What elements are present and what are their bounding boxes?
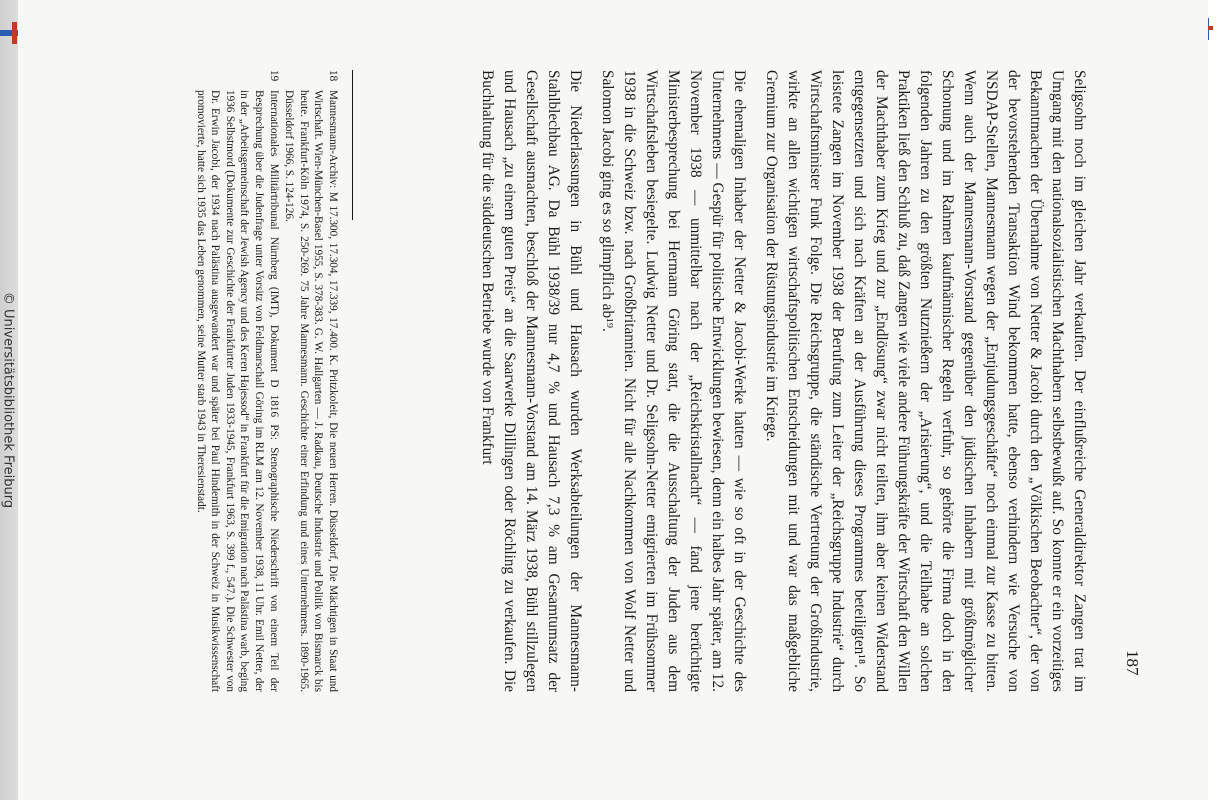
- footnote: [193, 70, 281, 692]
- copyright-notice: © Universitätsbibliothek Freiburg: [0, 291, 16, 509]
- paragraph: Die Niederlassungen in Bühl und Hausach wurden Werksabteilungen der Mannesmann-Stahlblechbau AG. Da Bühl 1938/39 nur 4,7 % und Hausach 7,3 % am Gesamtumsatz der Gesellschaft ausmachten, beschloß der Mannesmann-Vorstand am 14. März 1938, Bühl stillzulegen und Hausach „zu einem guten Preis“ an die Saarwerke Dillingen oder Röchling zu verkaufen. Die Buchhaltung für die süddeutschen Betriebe wurde von Frankfurt: [479, 70, 584, 692]
- footnote-text: Internationales Militärtribunal Nürnberg (IMT), Dokument D 1816 PS: Stenographische Niederschrift von einem Teil der Besprechung über die Judenfrage unter Vorsitz von Feldmarschall Göring im RLM am 12. November 1938, 11 Uhr. Emil Netter, der in der „Arbeitsgemeinschaft der Jewish Agency und des Keren Hajessod“ in Frankfurt für die Emigration nach Palästina warb, beging 1936 Selbstmord (Dokumente zur Geschichte der Frankfurter Juden 1933-1945, Frankfurt 1963, S. 399 f., 547.). Die Schwester von Dr. Erwin Jacobi, der 1934 nach Palästina ausgewandert war und später bei Paul Hindemith in der Schweiz in Musikwissenschaft promovierte, hatte sich 1935 das Leben genommen, seine Mutter starb 1943 in Theresienstadt.: [194, 90, 280, 692]
- page-number: 187: [1123, 650, 1142, 676]
- scanned-page: [18, 0, 1208, 800]
- body-text: [476, 70, 1090, 692]
- footnote-separator: [352, 70, 353, 220]
- footnote-number: 18: [327, 70, 339, 82]
- footnotes: [192, 70, 340, 692]
- footnote-number: 19: [267, 70, 280, 82]
- paragraph: Seligsohn noch im gleichen Jahr verkauften. Der einflußreiche Generaldirektor Zangen trat im Umgang mit den nationalsozialistischen Machthabern selbstbewußt auf. So konnte er ein vorzeitiges Bekanntmachen der Übernahme von Netter & Jacobi durch den „Völkischen Beobachter“, der von der bevorstehenden Transaktion Wind bekommen hatte, ebenso verhindern wie Versuche von NSDAP-Stellen, Mannesmann wegen der „Entjudungsgeschäfte“ noch einmal zur Kasse zu bitten. Wenn auch der Mannesmann-Vorstand gegenüber den jüdischen Inhabern mit größtmöglicher Schonung und im Rahmen kaufmännischer Regeln verfuhr, so gehörte die Firma doch in den folgenden Jahren zu den größten Nutznießern der „Arisierung“, und die Teilhabe an solchen Praktiken ließ den Schluß zu, daß Zangen wie viele andere Führungskräfte der Wirtschaft den Willen der Machthaber zum Krieg und zur „Endlösung“ zwar nicht teilten, ihm aber keinen Widerstand entgegensetzten und sich nach Kräften an der Ausführung dieses Programmes beteiligten¹⁸. So leistete Zangen im November 1938 der Berufung zum Leiter der „Reichsgruppe Industrie“ durch Wirtschaftsminister Funk Folge. Die Reichsgruppe, die ständische Vertretung der Großindustrie, wirkte an allen wichtigen wirtschaftspolitischen Entscheidungen mit und war das maßgebliche Gremium zur Organisation der Rüstungsindustrie im Kriege.: [763, 70, 1088, 692]
- paragraph: Die ehemaligen Inhaber der Netter & Jacobi-Werke hatten — wie so oft in der Geschichte des Unternehmens — Gespür für politische Entwicklungen bewiesen, denn ein halbes Jahr später, am 12. November 1938 — unmittelbar nach der „Reichskristallnacht“ — fand jene berüchtigte Ministerbesprechung bei Hermann Göring statt, die die Ausschaltung der Juden aus dem Wirtschaftsleben besiegelte. Ludwig Netter und Dr. Seligsohn-Netter emigrierten im Frühsommer 1938 in die Schweiz bzw. nach Großbritannien. Nicht für alle Nachkommen von Wolf Netter und Salomon Jacobi ging es so glimpflich ab¹⁹.: [599, 70, 748, 692]
- footnote: [282, 70, 340, 692]
- footnote-text: Mannesmann-Archiv: M 17.300, 17.304, 17.339, 17.400. K. Pritzkoleit, Die neuen Herren. Düsseldorf, Die Mächtigen in Staat und Wirtschaft. Wien-München-Basel 1955, S. 378-383. G. W. Hallgarten — J. Radkau, Deutsche Industrie und Politik von Bismarck bis heute. Frankfurt-Köln 1974, S. 250-269. 75 Jahre Mannesmann. Geschichte einer Erfindung und eines Unternehmens. 1890-1965. Düsseldorf 1966, S. 124-126.: [283, 90, 339, 692]
